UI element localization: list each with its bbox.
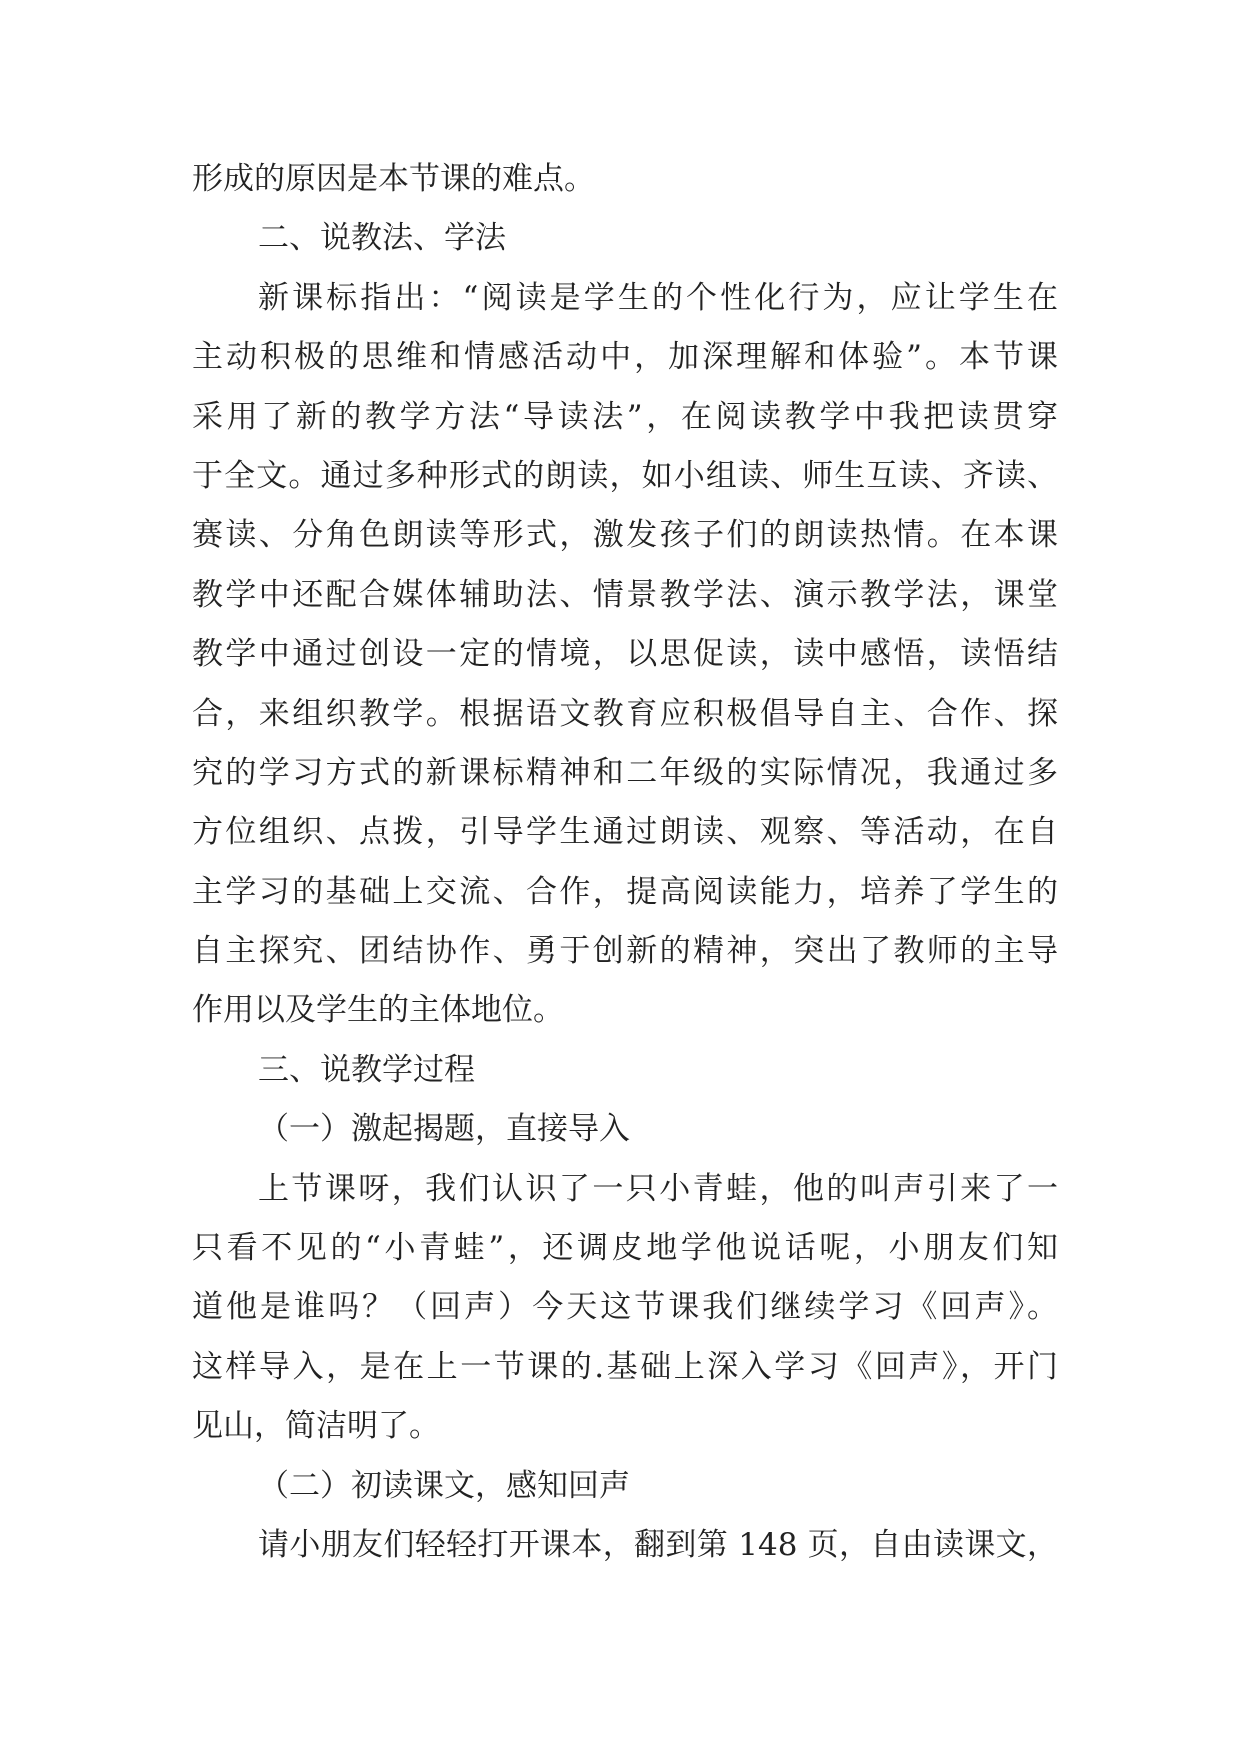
text-line: （二）初读课文，感知回声: [258, 1467, 630, 1504]
text-line: 教学中通过创设一定的情境，以思促读，读中感悟，读悟结: [192, 636, 1058, 673]
text-line: 请小朋友们轻轻打开课本，翻到第 148 页，自由读课文，: [258, 1526, 1058, 1563]
text-line: 二、说教法、学法: [258, 220, 506, 257]
text-line: 究的学习方式的新课标精神和二年级的实际情况，我通过多: [192, 754, 1058, 791]
text-line: 作用以及学生的主体地位。: [192, 992, 564, 1029]
text-line: 主学习的基础上交流、合作，提高阅读能力，培养了学生的: [192, 873, 1058, 910]
text-line: 合，来组织教学。根据语文教育应积极倡导自主、合作、探: [192, 695, 1058, 732]
document-body: [192, 150, 1058, 1575]
text-line: 上节课呀，我们认识了一只小青蛙，他的叫声引来了一: [258, 1170, 1058, 1207]
text-line: （一）激起揭题，直接导入: [258, 1111, 630, 1148]
text-line: 于全文。通过多种形式的朗读，如小组读、师生互读、齐读、: [192, 457, 1058, 494]
text-line: 这样导入，是在上一节课的.基础上深入学习《回声》，开门: [192, 1348, 1058, 1385]
text-line: 见山，简洁明了。: [192, 1408, 440, 1445]
text-line: 只看不见的“小青蛙”，还调皮地学他说话呢，小朋友们知: [192, 1230, 1058, 1267]
text-line: 采用了新的教学方法“导读法”，在阅读教学中我把读贯穿: [192, 398, 1058, 435]
text-line: 新课标指出：“阅读是学生的个性化行为，应让学生在: [258, 279, 1058, 316]
text-line: 教学中还配合媒体辅助法、情景教学法、演示教学法，课堂: [192, 576, 1058, 613]
text-line: 道他是谁吗？（回声）今天这节课我们继续学习《回声》。: [192, 1289, 1058, 1326]
text-line: 主动积极的思维和情感活动中，加深理解和体验”。本节课: [192, 339, 1058, 376]
text-line: 自主探究、团结协作、勇于创新的精神，突出了教师的主导: [192, 933, 1058, 970]
text-line: 形成的原因是本节课的难点。: [192, 161, 595, 197]
text-line: 三、说教学过程: [258, 1051, 475, 1088]
text-line: 方位组织、点拨，引导学生通过朗读、观察、等活动，在自: [192, 814, 1058, 851]
text-line: 赛读、分角色朗读等形式，激发孩子们的朗读热情。在本课: [192, 517, 1058, 554]
